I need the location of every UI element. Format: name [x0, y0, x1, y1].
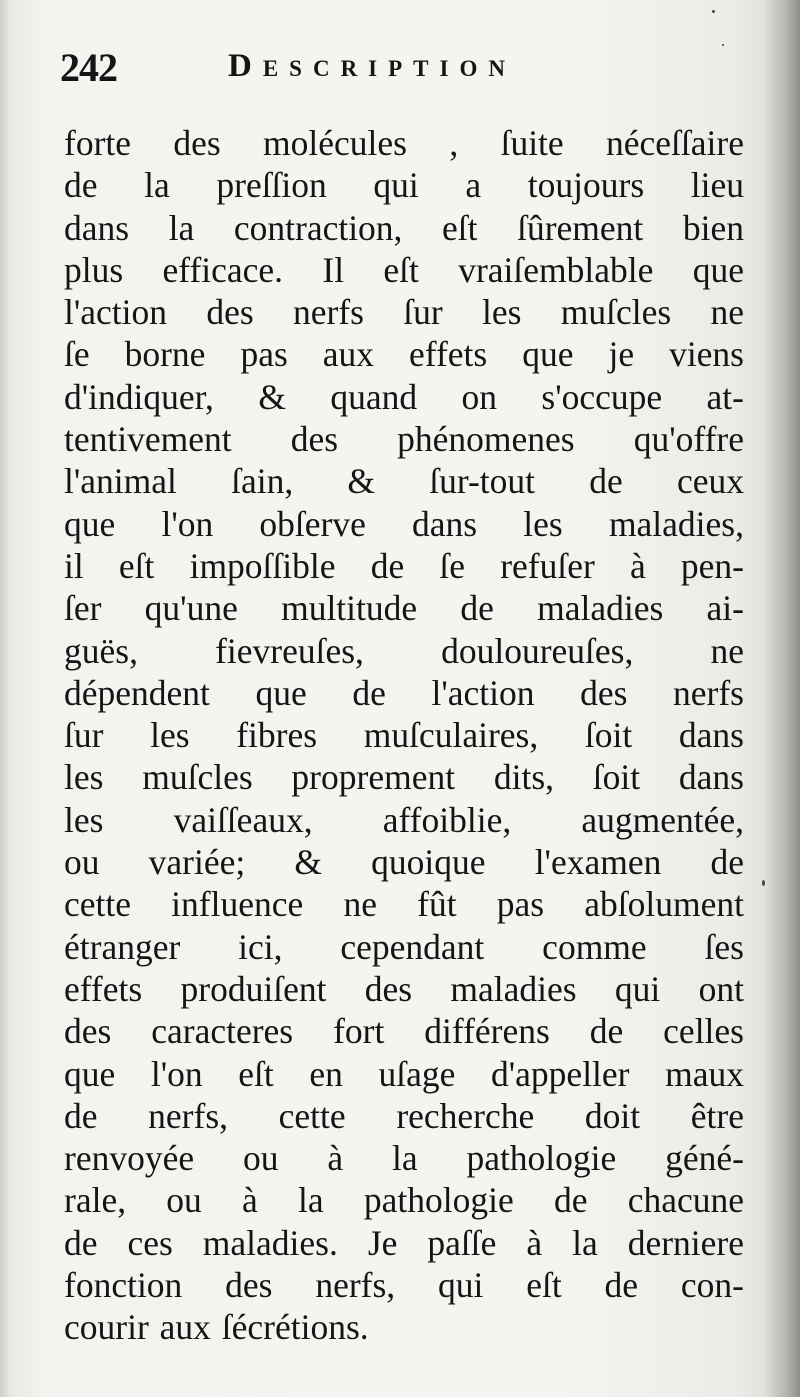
text-line: il eſt impoſſible de ſe refuſer à pen-	[64, 545, 744, 586]
text-line: ſe borne pas aux effets que je viens	[64, 334, 744, 375]
page-left-edge	[0, 0, 10, 1397]
ink-speck	[762, 880, 765, 886]
text-line: que l'on obſerve dans les maladies,	[64, 503, 744, 544]
text-line: guës, fievreuſes, douloureuſes, ne	[64, 630, 744, 671]
text-line: étranger ici, cependant comme ſes	[64, 926, 744, 967]
body-text	[64, 122, 744, 1349]
text-line: forte des molécules , ſuite néceſſaire	[64, 123, 744, 163]
running-head: Description	[228, 48, 516, 84]
page-number: 242	[60, 45, 117, 90]
text-line: l'animal ſain, & ſur-tout de ceux	[64, 461, 744, 502]
text-line: effets produiſent des maladies qui ont	[64, 968, 744, 1009]
text-line: fonction des nerfs, qui eſt de con-	[64, 1265, 744, 1306]
text-line: que l'on eſt en uſage d'appeller maux	[64, 1053, 744, 1094]
text-line: ou variée; & quoique l'examen de	[64, 842, 744, 883]
text-line: plus efficace. Il eſt vraiſemblable que	[64, 249, 744, 290]
page-header	[60, 44, 740, 94]
text-line-last: courir aux ſécrétions.	[64, 1307, 369, 1348]
text-line: cette influence ne fût pas abſolument	[64, 884, 744, 925]
text-line: dans la contraction, eſt ſûrement bien	[64, 207, 744, 248]
text-line: de la preſſion qui a toujours lieu	[64, 165, 744, 206]
text-line: ſer qu'une multitude de maladies ai-	[64, 588, 744, 629]
text-line: renvoyée ou à la pathologie géné-	[64, 1138, 744, 1179]
text-line: les muſcles proprement dits, ſoit dans	[64, 757, 744, 798]
text-line: d'indiquer, & quand on s'occupe at-	[64, 376, 744, 417]
text-line: les vaiſſeaux, affoiblie, augmentée,	[64, 799, 744, 840]
text-line: l'action des nerfs ſur les muſcles ne	[64, 292, 744, 333]
ink-speck	[712, 10, 715, 13]
ink-speck	[722, 44, 724, 46]
text-line: de nerfs, cette recherche doit être	[64, 1095, 744, 1136]
text-line: tentivement des phénomenes qu'offre	[64, 419, 744, 460]
text-line: dépendent que de l'action des nerfs	[64, 672, 744, 713]
page-right-edge-shadow	[764, 0, 800, 1397]
text-line: ſur les fibres muſculaires, ſoit dans	[64, 715, 744, 756]
text-line: rale, ou à la pathologie de chacune	[64, 1180, 744, 1221]
text-line: des caracteres fort différens de celles	[64, 1011, 744, 1052]
text-line: de ces maladies. Je paſſe à la derniere	[64, 1222, 744, 1263]
